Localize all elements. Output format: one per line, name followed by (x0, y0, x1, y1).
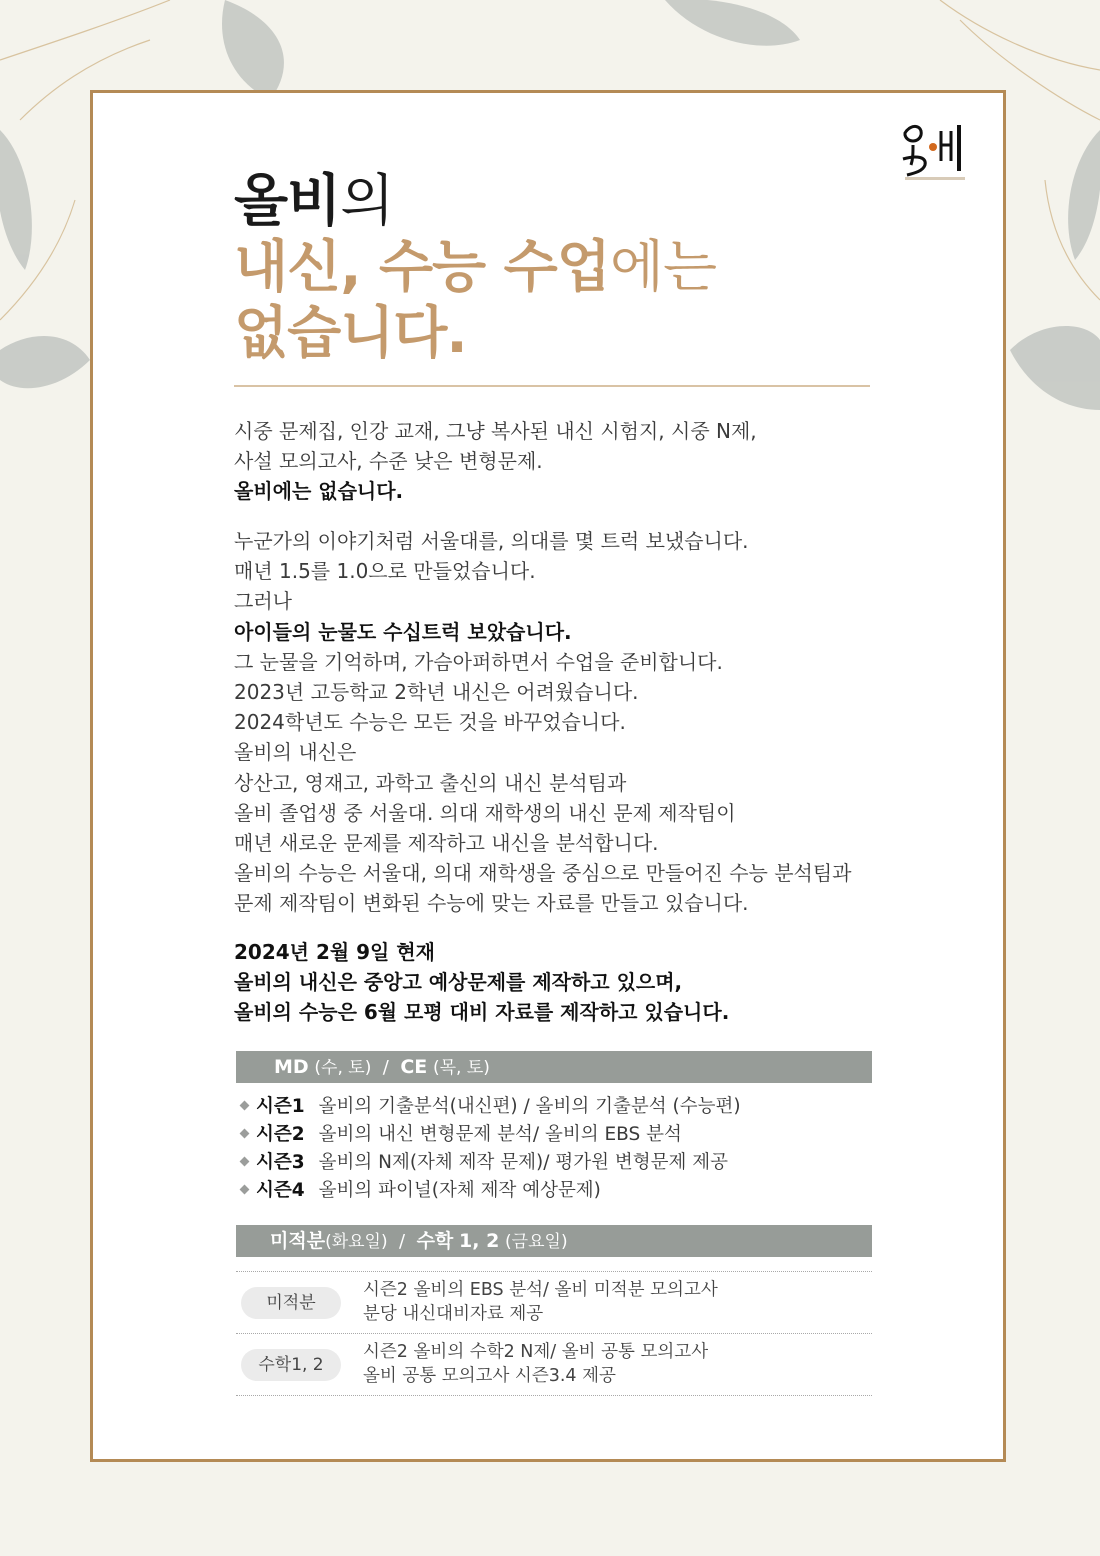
calculus-label: 미적분 (270, 1230, 326, 1252)
course-description (363, 1340, 708, 1388)
md-days: (수, 토) (314, 1058, 372, 1078)
intro-bold: 올비에는 없습니다. (234, 479, 404, 504)
bullet-diamond-icon (240, 1184, 250, 1194)
story-line: 누군가의 이야기처럼 서울대를, 의대를 몇 트럭 보냈습니다. (234, 529, 749, 553)
math-days: (금요일) (505, 1232, 568, 1252)
story-line: 그 눈물을 기억하며, 가슴아퍼하면서 수업을 준비합니다. (234, 649, 723, 674)
list-item (241, 1121, 741, 1149)
story-line: 상산고, 영재고, 과학고 출신의 내신 분석팀과 (234, 770, 627, 795)
ce-label: CE (400, 1056, 428, 1078)
olbi-logo-mark (897, 121, 969, 181)
content-card (90, 90, 1006, 1462)
olbi-logo (897, 121, 969, 191)
logo-tagline-bar (905, 177, 965, 180)
ce-days: (목, 토) (433, 1058, 490, 1078)
bullet-diamond-icon (240, 1128, 250, 1138)
season-label: 시즌1 (256, 1096, 305, 1117)
md-label: MD (274, 1056, 309, 1078)
header-separator: / (382, 1057, 389, 1078)
section-header-md-ce (236, 1051, 872, 1083)
story-bold: 아이들의 눈물도 수십트럭 보았습니다. (234, 619, 572, 644)
story-line: 2023년 고등학교 2학년 내신은 어려웠습니다. (234, 680, 639, 705)
calculus-days: (화요일) (325, 1232, 388, 1252)
headline-gold-suffix: 에는 (609, 235, 717, 300)
course-desc-line: 시즌2 올비의 EBS 분석/ 올비 미적분 모의고사 (363, 1280, 718, 1300)
intro-paragraph (234, 416, 884, 507)
course-pill: 미적분 (241, 1287, 341, 1319)
bullet-diamond-icon (240, 1156, 250, 1166)
course-desc-line: 분당 내신대비자료 제공 (363, 1304, 544, 1324)
intro-line: 시중 문제집, 인강 교재, 그냥 복사된 내신 시험지, 시중 N제, (234, 419, 757, 443)
list-item (241, 1177, 741, 1205)
notice-date: 2024년 2월 9일 현재 (234, 940, 435, 964)
notice-paragraph (234, 937, 884, 1028)
story-paragraph (234, 526, 884, 919)
header-separator: / (399, 1231, 406, 1252)
season-label: 시즌2 (256, 1124, 305, 1145)
headline-line3: 없습니다. (234, 301, 467, 366)
course-table (236, 1271, 872, 1396)
season-label: 시즌3 (256, 1152, 305, 1173)
story-line: 매년 새로운 문제를 제작하고 내신을 분석합니다. (234, 831, 659, 856)
headline-gold: 내신, 수능 수업 (234, 235, 610, 300)
math-numbers: 1, 2 (459, 1230, 500, 1252)
section-header-math (236, 1225, 872, 1257)
story-line: 올비의 내신은 (234, 740, 357, 765)
story-line: 올비 졸업생 중 서울대. 의대 재학생의 내신 문제 제작팀이 (234, 800, 736, 825)
season-list (241, 1093, 741, 1205)
headline (234, 169, 716, 367)
course-desc-line: 시즌2 올비의 수학2 N제/ 올비 공통 모의고사 (363, 1342, 709, 1362)
story-line: 그러나 (234, 589, 292, 614)
story-line: 2024학년도 수능은 모든 것을 바꾸었습니다. (234, 710, 626, 735)
course-pill: 수학1, 2 (241, 1349, 341, 1381)
headline-brand-suffix: 의 (340, 169, 394, 234)
season-text: 올비의 기출분석(내신편) / 올비의 기출분석 (수능편) (318, 1096, 741, 1117)
notice-line: 올비의 내신은 중앙고 예상문제를 제작하고 있으며, (234, 970, 683, 995)
season-label: 시즌4 (256, 1180, 305, 1201)
math-label: 수학 (416, 1230, 454, 1252)
table-row (236, 1333, 872, 1396)
divider (234, 385, 870, 387)
course-description (363, 1278, 718, 1326)
season-text: 올비의 파이널(자체 제작 예상문제) (318, 1180, 601, 1201)
intro-line: 사설 모의고사, 수준 낮은 변형문제. (234, 449, 543, 474)
course-desc-line: 올비 공통 모의고사 시즌3.4 제공 (363, 1366, 616, 1386)
bullet-diamond-icon (240, 1100, 250, 1110)
story-line: 매년 1.5를 1.0으로 만들었습니다. (234, 559, 536, 584)
season-text: 올비의 N제(자체 제작 문제)/ 평가원 변형문제 제공 (318, 1152, 728, 1173)
table-row (236, 1271, 872, 1333)
list-item (241, 1093, 741, 1121)
season-text: 올비의 내신 변형문제 분석/ 올비의 EBS 분석 (318, 1124, 682, 1145)
story-line: 올비의 수능은 서울대, 의대 재학생을 중심으로 만들어진 수능 분석팀과 (234, 861, 852, 886)
headline-brand: 올비 (234, 169, 341, 234)
notice-line: 올비의 수능은 6월 모평 대비 자료를 제작하고 있습니다. (234, 1000, 730, 1025)
story-line: 문제 제작팀이 변화된 수능에 맞는 자료를 만들고 있습니다. (234, 891, 749, 916)
list-item (241, 1149, 741, 1177)
